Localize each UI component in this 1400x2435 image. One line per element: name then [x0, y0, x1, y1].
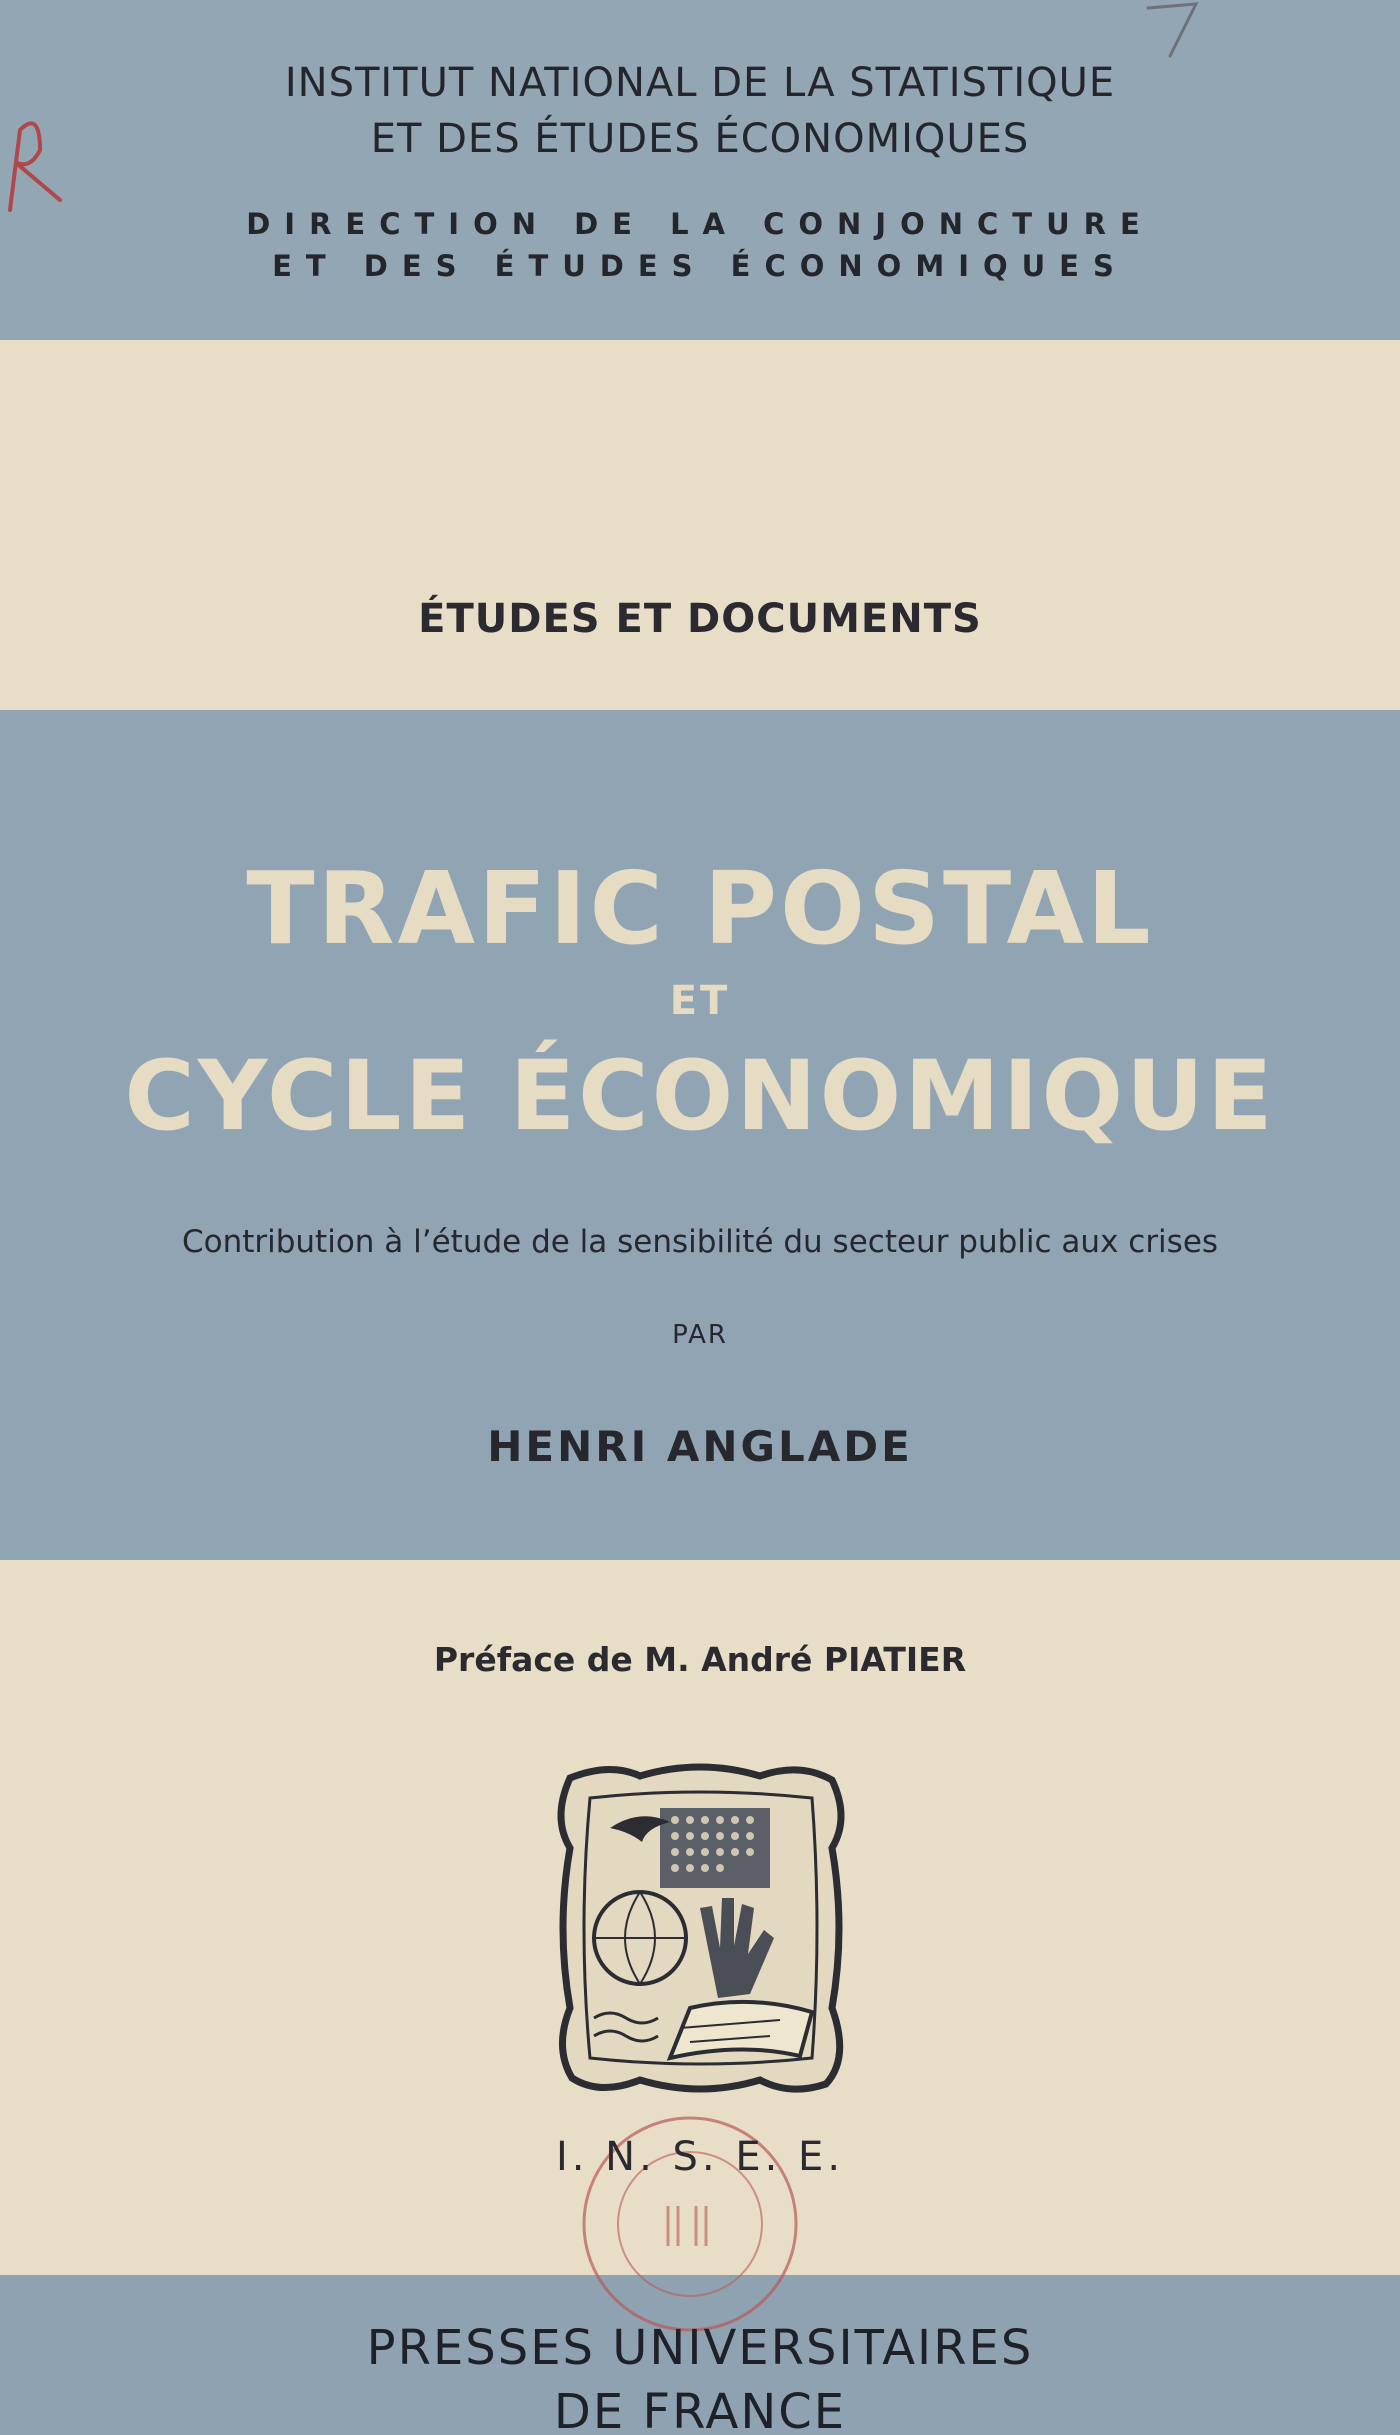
handwritten-number-icon — [1140, 0, 1210, 60]
author-name: HENRI ANGLADE — [487, 1422, 913, 1471]
preface-credit: Préface de M. André PIATIER — [433, 1640, 967, 1679]
subtitle: Contribution à l’étude de la sensibilité du secteur public aux crises — [181, 1224, 1219, 1260]
series-title: ÉTUDES ET DOCUMENTS — [418, 596, 982, 642]
direction-line-1: DIRECTION DE LA CONJONCTURE — [246, 207, 1154, 241]
emblem-caption: I. N. S. E. E. — [555, 2134, 845, 2180]
institute-line-2: ET DES ÉTUDES ÉCONOMIQUES — [370, 116, 1030, 162]
engraved-emblem-icon — [550, 1758, 850, 2098]
publisher-line-2: DE FRANCE — [553, 2384, 847, 2435]
title-line-1: TRAFIC POSTAL — [246, 850, 1154, 967]
direction-line-2: ET DES ÉTUDES ÉCONOMIQUES — [272, 249, 1128, 283]
institute-line-1: INSTITUT NATIONAL DE LA STATISTIQUE — [284, 60, 1116, 106]
title-connector: ET — [669, 978, 731, 1024]
publisher-line-1: PRESSES UNIVERSITAIRES — [366, 2320, 1034, 2376]
by-label: PAR — [672, 1320, 728, 1350]
title-line-2: CYCLE ÉCONOMIQUE — [124, 1040, 1276, 1152]
